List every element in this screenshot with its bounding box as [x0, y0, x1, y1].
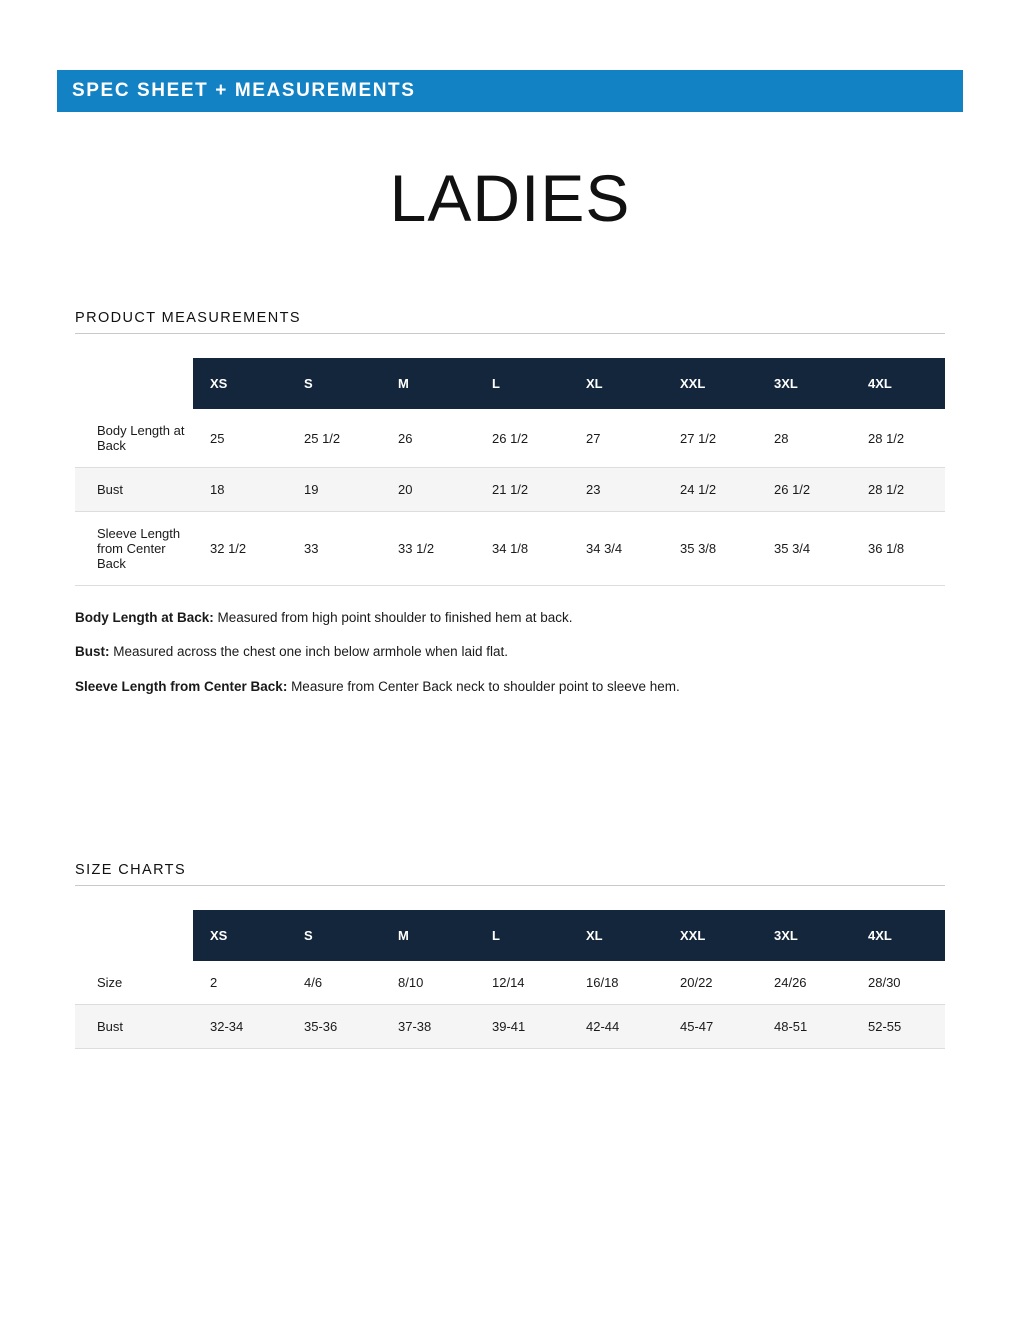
- cell-s: 35-36: [287, 1005, 381, 1049]
- cell-xl: 34 3/4: [569, 512, 663, 586]
- product-measurements-heading: PRODUCT MEASUREMENTS: [75, 310, 945, 334]
- cell-m: 26: [381, 409, 475, 468]
- cell-xl: 16/18: [569, 961, 663, 1005]
- note-text: Measured across the chest one inch below armhole when laid flat.: [109, 644, 508, 660]
- column-header-l: L: [475, 358, 569, 409]
- column-header-xs: XS: [193, 910, 287, 961]
- cell-l: 21 1/2: [475, 468, 569, 512]
- note-sleeve-length: [75, 677, 945, 697]
- cell-xs: 2: [193, 961, 287, 1005]
- column-header-m: M: [381, 910, 475, 961]
- cell-4xl: 28/30: [851, 961, 945, 1005]
- table-row: [75, 961, 945, 1005]
- note-body-length: [75, 608, 945, 628]
- row-label: Bust: [75, 468, 193, 512]
- cell-xl: 23: [569, 468, 663, 512]
- column-header-xxl: XXL: [663, 910, 757, 961]
- row-label: Body Length at Back: [75, 409, 193, 468]
- cell-l: 39-41: [475, 1005, 569, 1049]
- table-row: [75, 409, 945, 468]
- cell-xs: 25: [193, 409, 287, 468]
- cell-4xl: 28 1/2: [851, 468, 945, 512]
- column-header-4xl: 4XL: [851, 358, 945, 409]
- product-measurements-table: [75, 358, 945, 586]
- cell-s: 4/6: [287, 961, 381, 1005]
- cell-xl: 42-44: [569, 1005, 663, 1049]
- note-text: Measure from Center Back neck to shoulder point to sleeve hem.: [287, 678, 680, 694]
- cell-l: 26 1/2: [475, 409, 569, 468]
- row-label: Bust: [75, 1005, 193, 1049]
- banner-title: SPEC SHEET + MEASUREMENTS: [72, 80, 416, 101]
- column-header-xs: XS: [193, 358, 287, 409]
- cell-s: 25 1/2: [287, 409, 381, 468]
- page-title: LADIES: [389, 161, 631, 235]
- column-header-4xl: 4XL: [851, 910, 945, 961]
- cell-xs: 32 1/2: [193, 512, 287, 586]
- product-measurements-section: [75, 310, 945, 711]
- size-charts-heading: SIZE CHARTS: [75, 862, 945, 886]
- note-text: Measured from high point shoulder to finished hem at back.: [213, 610, 573, 625]
- cell-3xl: 28: [757, 409, 851, 468]
- table-row: [75, 468, 945, 512]
- note-term: Body Length at Back:: [75, 610, 214, 625]
- size-charts-table: [75, 910, 945, 1049]
- table-header-row: [75, 910, 945, 961]
- cell-l: 12/14: [475, 961, 569, 1005]
- column-header-3xl: 3XL: [757, 358, 851, 409]
- table-header-row: [75, 358, 945, 409]
- column-header-m: M: [381, 358, 475, 409]
- column-header-label: [75, 358, 193, 409]
- cell-4xl: 52-55: [851, 1005, 945, 1049]
- column-header-label: [75, 910, 193, 961]
- row-label: Sleeve Length from Center Back: [75, 512, 193, 586]
- cell-xs: 18: [193, 468, 287, 512]
- table-row: [75, 512, 945, 586]
- cell-3xl: 48-51: [757, 1005, 851, 1049]
- cell-3xl: 24/26: [757, 961, 851, 1005]
- column-header-s: S: [287, 910, 381, 961]
- table-row: [75, 1005, 945, 1049]
- column-header-xxl: XXL: [663, 358, 757, 409]
- note-term: Bust:: [75, 644, 110, 660]
- cell-m: 20: [381, 468, 475, 512]
- cell-4xl: 28 1/2: [851, 409, 945, 468]
- cell-3xl: 26 1/2: [757, 468, 851, 512]
- note-term: Sleeve Length from Center Back:: [75, 678, 288, 694]
- cell-xl: 27: [569, 409, 663, 468]
- cell-s: 33: [287, 512, 381, 586]
- cell-3xl: 35 3/4: [757, 512, 851, 586]
- note-bust: [75, 642, 945, 662]
- row-label: Size: [75, 961, 193, 1005]
- column-header-xl: XL: [569, 910, 663, 961]
- cell-m: 8/10: [381, 961, 475, 1005]
- cell-m: 37-38: [381, 1005, 475, 1049]
- cell-xxl: 27 1/2: [663, 409, 757, 468]
- column-header-xl: XL: [569, 358, 663, 409]
- column-header-3xl: 3XL: [757, 910, 851, 961]
- cell-4xl: 36 1/8: [851, 512, 945, 586]
- cell-xxl: 45-47: [663, 1005, 757, 1049]
- spec-sheet-banner: [57, 70, 963, 112]
- cell-s: 19: [287, 468, 381, 512]
- size-charts-section: [75, 862, 945, 1049]
- cell-m: 33 1/2: [381, 512, 475, 586]
- measurement-notes: [75, 608, 945, 697]
- column-header-l: L: [475, 910, 569, 961]
- cell-xs: 32-34: [193, 1005, 287, 1049]
- cell-xxl: 35 3/8: [663, 512, 757, 586]
- cell-xxl: 24 1/2: [663, 468, 757, 512]
- cell-l: 34 1/8: [475, 512, 569, 586]
- cell-xxl: 20/22: [663, 961, 757, 1005]
- column-header-s: S: [287, 358, 381, 409]
